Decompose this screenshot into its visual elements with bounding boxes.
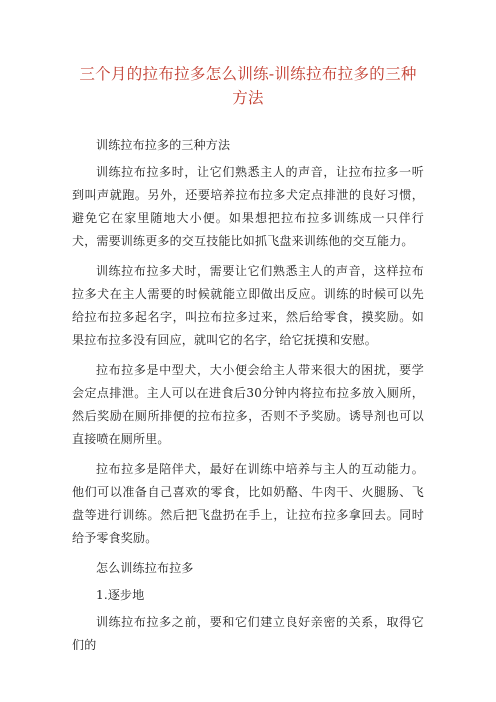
paragraph: 拉布拉多是陪伴犬，最好在训练中培养与主人的互动能力。他们可以准备自己喜欢的零食，比如奶酪、牛肉干、火腿肠、飞盘等进行训练。然后把飞盘扔在手上，让拉布拉多拿回去。同时给予零食奖励。 (72, 462, 424, 545)
subsection-heading: 1.逐步地 (96, 588, 145, 602)
paragraph: 训练拉布拉多时，让它们熟悉主人的声音，让拉布拉多一听到叫声就跑。另外，还要培养拉布拉多犬定点排泄的良好习惯，避免它在家里随地大小便。如果想把拉布拉多训练成一只伴行犬，需要训练更多的交互技能比如抓飞盘来训练他的交互能力。 (72, 165, 424, 248)
paragraph: 训练拉布拉多之前，要和它们建立良好亲密的关系，取得它们的 (72, 615, 424, 652)
section-heading: 训练拉布拉多的三种方法 (96, 138, 231, 152)
paragraph: 拉布拉多是中型犬，大小便会给主人带来很大的困扰，要学会定点排泄。主人可以在进食后30分钟内将拉布拉多放入厕所，然后奖励在厕所排便的拉布拉多，否则不予奖励。诱导剂也可以直接喷在厕所里。 (72, 363, 424, 446)
section-heading: 怎么训练拉布拉多 (96, 561, 194, 575)
paragraph: 训练拉布拉多犬时，需要让它们熟悉主人的声音，这样拉布拉多犬在主人需要的时候就能立即做出反应。训练的时候可以先给拉布拉多起名字，叫拉布拉多过来，然后给零食，摸奖励。如果拉布拉多没有回应，就叫它的名字，给它抚摸和安慰。 (72, 264, 424, 347)
document-title: 三个月的拉布拉多怎么训练-训练拉布拉多的三种方法 (79, 65, 417, 107)
document-body (72, 134, 424, 664)
